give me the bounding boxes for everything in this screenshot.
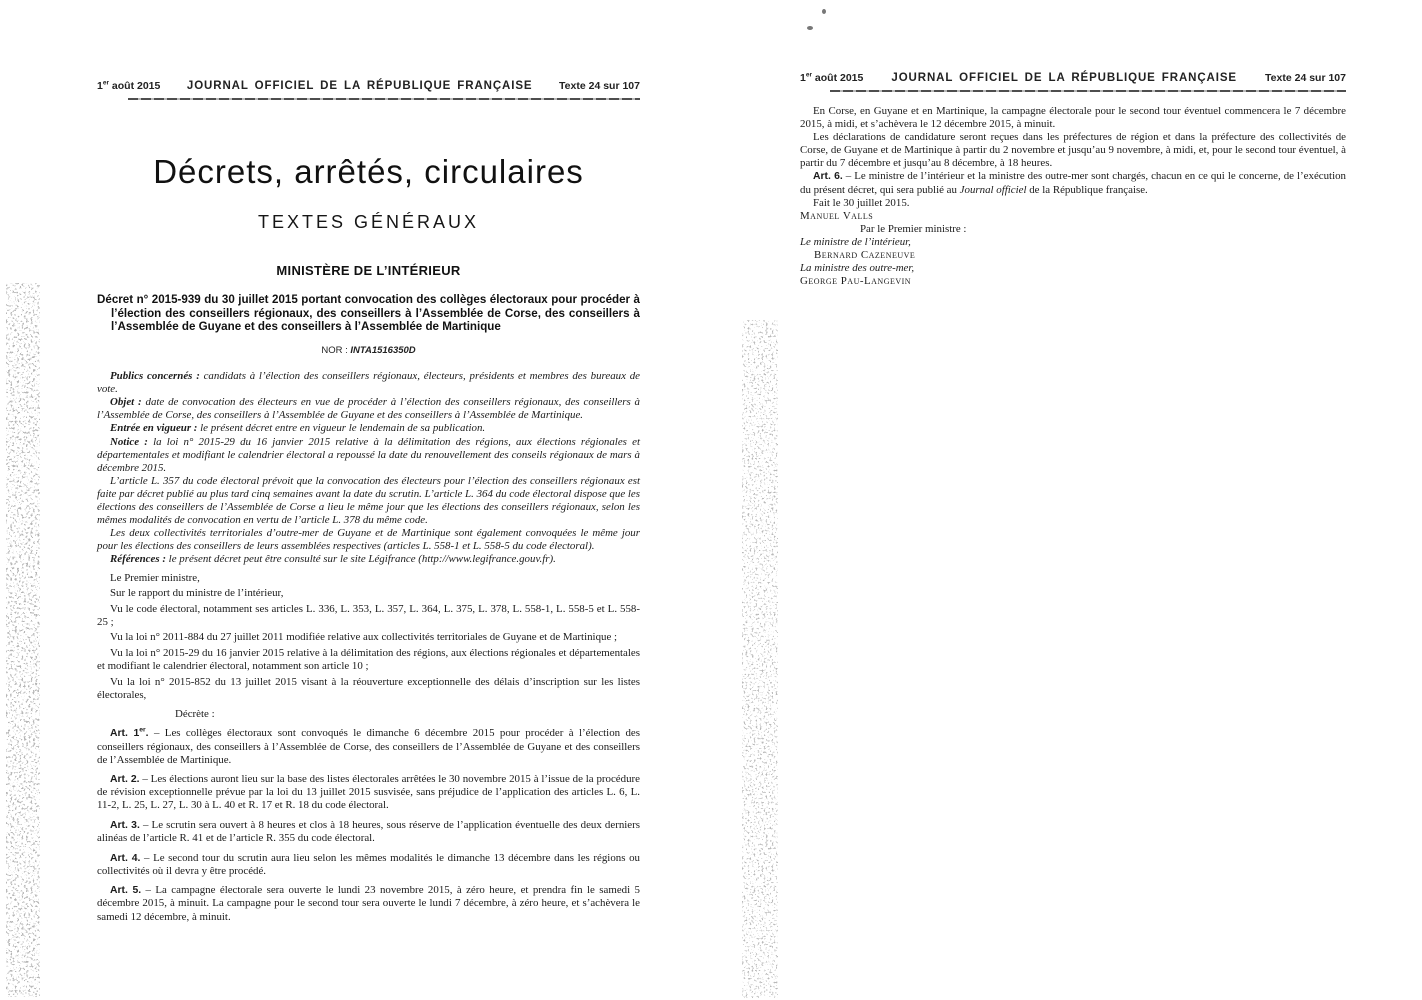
fait-line: Fait le 30 juillet 2015. xyxy=(813,196,910,209)
article-text: de la République française. xyxy=(1026,183,1148,196)
header-date-superscript: er xyxy=(102,79,109,87)
summary-paragraph xyxy=(97,396,640,422)
scan-speck xyxy=(822,9,826,14)
article-text: – Les collèges électoraux sont convoqués le dimanche 6 décembre 2015 pour procéder à l’élection des conseillers régionaux, des conseillers à l’Assemblée de Corse, des conseillers de l’Assemblée de Guyane et des conseillers de l’Assemblée de Martinique. xyxy=(97,727,641,766)
preamble-line: Le Premier ministre, xyxy=(110,571,200,584)
decrete-line-wrap xyxy=(97,708,640,721)
journal-title: JOURNAL OFFICIEL DE LA RÉPUBLIQUE FRANÇAISE xyxy=(186,80,533,92)
texte-number: Texte 24 sur 107 xyxy=(559,80,640,92)
preamble-line: Sur le rapport du ministre de l’intérieur, xyxy=(110,587,284,600)
summary-text: la loi n° 2015-29 du 16 janvier 2015 relative à la délimitation des régions, aux élections régionales et départementales et modifiant le calendrier électoral a repoussé la date du renouvellement des conseils régionaux de mars à décembre 2015. xyxy=(97,435,640,474)
summary-paragraph xyxy=(97,527,640,553)
left-page xyxy=(97,80,640,924)
article-number-superscript: er xyxy=(139,726,146,734)
article-number: Art. 2. xyxy=(110,774,140,786)
summary-lead: Notice : xyxy=(110,435,148,448)
article-paragraph xyxy=(97,852,640,878)
header-date xyxy=(800,72,863,84)
article-text: – Le second tour du scrutin aura lieu selon les mêmes modalités le dimanche 13 décembre dans les régions ou collectivités où il devra y être procédé. xyxy=(97,851,640,877)
article-text: – Le ministre de l’intérieur et la ministre des outre-mer sont chargés, chacun en ce qui le concerne, de l’exécution du présent décret, qui sera publié au xyxy=(800,170,1346,196)
body-paragraph: En Corse, en Guyane et en Martinique, la campagne électorale pour le second tour éventuel commencera le 7 décembre 2015, à midi, et s’achèvera le 12 décembre 2015, à minuit. xyxy=(800,105,1346,131)
preamble-line: Vu la loi n° 2015-29 du 16 janvier 2015 relative à la délimitation des régions, aux élections régionales et départementales et modifiant le calendrier électoral, notamment son article 10 ; xyxy=(97,646,640,673)
nor-value: INTA1516350D xyxy=(350,345,416,357)
summary-paragraph xyxy=(97,553,640,566)
scan-noise-left-margin xyxy=(6,283,40,997)
article-number: Art. 4. xyxy=(110,852,141,864)
summary-text: le présent décret peut être consulté sur le site Légifrance (http://www.legifrance.gouv.fr). xyxy=(165,553,556,566)
article-paragraph xyxy=(97,819,640,845)
decree-summary xyxy=(97,370,640,566)
scan-speck xyxy=(807,26,813,30)
left-page-header xyxy=(97,80,640,92)
article-number: Art. 3. xyxy=(110,820,140,831)
summary-paragraph xyxy=(97,436,640,475)
summary-lead: Entrée en vigueur : xyxy=(110,422,198,435)
section-title: TEXTES GÉNÉRAUX xyxy=(257,212,480,232)
header-date xyxy=(97,80,160,92)
summary-paragraph xyxy=(97,422,640,435)
right-page xyxy=(800,72,1346,288)
header-date-number: 1 xyxy=(800,72,806,84)
summary-text: candidats à l’élection des conseillers régionaux, électeurs, présidents et membres des bureaux de vote. xyxy=(97,370,640,396)
summary-lead: Objet : xyxy=(110,396,142,409)
header-rule xyxy=(830,90,1346,92)
preamble-line: Vu la loi n° 2011-884 du 27 juillet 2011 modifiée relative aux collectivités territoriales de Guyane et de Martinique ; xyxy=(110,631,618,644)
summary-paragraph xyxy=(97,370,640,396)
signature-overseas-minister: George Pau-Langevin xyxy=(800,275,912,288)
signature-prime-minister: Manuel Valls xyxy=(800,209,874,222)
journal-officiel-italic: Journal officiel xyxy=(959,183,1027,196)
summary-lead: Publics concernés : xyxy=(110,370,200,383)
right-page-body xyxy=(800,105,1346,288)
role-overseas-minister: La ministre des outre-mer, xyxy=(800,262,915,275)
article-text: – Les élections auront lieu sur la base des listes électorales arrêtées le 30 novembre 2015 à l’issue de la procédure de révision exceptionnelle prévue par la loi du 13 juillet 2015 susvisée, sans préjudice de l’application des articles L. 6, L. 11-2, L. 25, L. 27, L. 30 à L. 40 et R. 17 et R. 18 du code électoral. xyxy=(97,773,640,812)
article-number-text: Art. 1 xyxy=(110,728,140,740)
summary-text: L’article L. 357 du code électoral prévoit que la convocation des électeurs pour l’élection des conseillers régionaux est faite par décret publié au plus tard cinq semaines avant la date du scrutin. L’article L. 364 du code électoral dispose que les élections des conseillers de l’Assemblée de Corse a lieu le même jour que les élections des conseillers régionaux, selon les mêmes modalités de convocation en vertu de l’article L. 378 du même code. xyxy=(97,474,640,527)
summary-text: le présent décret entre en vigueur le lendemain de sa publication. xyxy=(197,422,486,435)
ministry-heading: MINISTÈRE DE L’INTÉRIEUR xyxy=(276,263,461,278)
body-paragraph: Les déclarations de candidature seront reçues dans les préfectures de région et dans la préfecture des collectivités de Corse, de Guyane et de Martinique à partir du 2 novembre et jusqu’au 9 novembre, à midi, et, pour le second tour éventuel, à partir du 7 décembre et jusqu’au 8 décembre, à 18 heures. xyxy=(800,131,1346,170)
role-interior-minister: Le ministre de l’intérieur, xyxy=(800,235,911,248)
scan-noise-gutter xyxy=(742,320,778,998)
preamble-line: Vu la loi n° 2015-852 du 13 juillet 2015 visant à la réouverture exceptionnelle des délais d’inscription sur les listes électorales, xyxy=(97,675,640,701)
article-number-text: . xyxy=(145,728,149,740)
article-paragraph xyxy=(97,773,640,812)
right-page-header xyxy=(800,72,1346,84)
decree-title: Décret n° 2015-939 du 30 juillet 2015 portant convocation des collèges électoraux pour procéder à l’élection des conseillers régionaux, des conseillers à l’Assemblée de Corse, des conseillers à l’Assemblée de Guyane et des conseillers à l’Assemblée de Martinique xyxy=(97,293,640,333)
article-paragraph xyxy=(97,884,640,923)
article-text: – Le scrutin sera ouvert à 8 heures et clos à 18 heures, sous réserve de l’application éventuelle des deux derniers alinéas de l’article R. 41 et de l’article R. 355 du code électoral. xyxy=(97,819,640,845)
decrete-line: Décrète : xyxy=(175,707,215,720)
by-prime-minister-line: Par le Premier ministre : xyxy=(860,222,967,235)
journal-title: JOURNAL OFFICIEL DE LA RÉPUBLIQUE FRANÇAISE xyxy=(891,72,1237,84)
decree-articles xyxy=(97,727,640,923)
summary-paragraph xyxy=(97,475,640,527)
header-date-rest: août 2015 xyxy=(812,72,864,84)
article-paragraph xyxy=(97,727,640,766)
header-date-number: 1 xyxy=(97,80,103,92)
summary-text: Les deux collectivités territoriales d’outre-mer de Guyane et de Martinique sont également convoquées le même jour pour les élections des conseillers de leurs assemblées respectives (articles L. 558-1 et L. 558-5 du code électoral). xyxy=(97,527,640,553)
article-number: Art. 5. xyxy=(110,885,142,897)
article-text: – La campagne électorale sera ouverte le lundi 23 novembre 2015, à zéro heure, et prendra fin le samedi 5 décembre 2015, à minuit. La campagne pour le second tour sera ouverte le lundi 7 décembre, à zéro heure, et s’achèvera le samedi 12 décembre, à minuit. xyxy=(97,884,640,923)
signature-interior-minister: Bernard Cazeneuve xyxy=(814,249,916,262)
summary-lead: Références : xyxy=(110,553,166,566)
article-number: Art. 6. xyxy=(813,171,843,183)
main-title: Décrets, arrêtés, circulaires xyxy=(153,153,584,190)
nor-line xyxy=(97,345,640,356)
decree-preamble xyxy=(97,572,640,702)
summary-text: date de convocation des électeurs en vue de procéder à l’élection des conseillers régionaux, des conseillers à l’Assemblée de Corse, des conseillers à l’Assemblée de Guyane et des conseillers à l’Assemblée de Martinique. xyxy=(97,396,640,422)
header-rule xyxy=(128,98,640,100)
preamble-line: Vu le code électoral, notamment ses articles L. 336, L. 353, L. 357, L. 364, L. 375, L. 378, L. 558-1, L. 558-5 et L. 558-25 ; xyxy=(97,602,640,628)
article-paragraph xyxy=(800,170,1346,196)
header-date-superscript: er xyxy=(805,71,812,79)
header-date-rest: août 2015 xyxy=(109,80,161,92)
texte-number: Texte 24 sur 107 xyxy=(1265,72,1346,84)
nor-label: NOR : xyxy=(321,345,351,357)
article-number xyxy=(110,728,149,739)
